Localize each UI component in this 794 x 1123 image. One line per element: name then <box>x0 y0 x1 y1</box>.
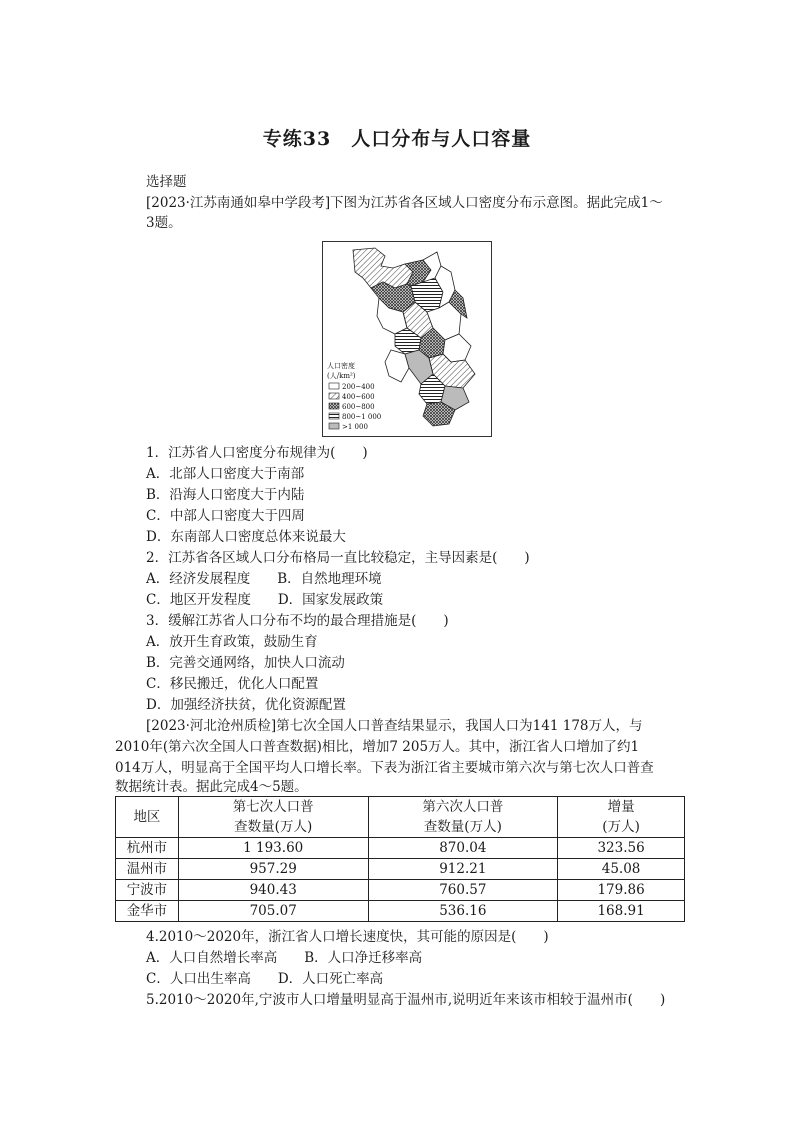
cell-sixth: 870.04 <box>368 838 558 859</box>
intro2-line4: 数据统计表。据此完成4～5题。 <box>115 779 308 795</box>
cell-region: 温州市 <box>116 859 179 880</box>
header-increment: 增量 (万人) <box>558 797 685 838</box>
header-region: 地区 <box>116 797 179 838</box>
table-row <box>116 901 685 922</box>
legend-item-5: >1 000 <box>342 423 368 431</box>
q4-options-ab: A．人口自然增长率高 B．人口净迁移率高 <box>146 950 423 966</box>
cell-region: 金华市 <box>116 901 179 922</box>
legend-item-4: 800~1 000 <box>342 413 382 421</box>
q1-stem: 1．江苏省人口密度分布规律为( ) <box>146 445 368 461</box>
q5-stem: 5.2010～2020年,宁波市人口增量明显高于温州市,说明近年来该市相较于温州市( ) <box>146 992 666 1008</box>
table-row <box>116 859 685 880</box>
q1-option-d: D．东南部人口密度总体来说最大 <box>146 529 346 545</box>
table-header-row <box>116 797 685 838</box>
q2-stem: 2．江苏省各区域人口分布格局一直比较稳定，主导因素是( ) <box>146 550 530 566</box>
jiangsu-map-graphic <box>323 242 491 436</box>
q3-stem: 3．缓解江苏省人口分布不均的最合理措施是( ) <box>146 613 449 629</box>
cell-seventh: 957.29 <box>178 859 368 880</box>
section-heading: 选择题 <box>146 174 187 190</box>
header-sixth-census: 第六次人口普 查数量(万人) <box>368 797 558 838</box>
cell-increment: 323.56 <box>558 838 685 859</box>
cell-sixth: 912.21 <box>368 859 558 880</box>
q1-option-b: B．沿海人口密度大于内陆 <box>146 487 305 503</box>
q3-option-a: A．放开生育政策，鼓励生育 <box>146 634 318 650</box>
census-table <box>115 796 685 922</box>
table-row <box>116 880 685 901</box>
q3-option-b: B．完善交通网络，加快人口流动 <box>146 655 345 671</box>
q1-option-c: C．中部人口密度大于四周 <box>146 508 305 524</box>
q3-option-c: C．移民搬迁，优化人口配置 <box>146 676 319 692</box>
legend-title: 人口密度 <box>327 362 355 370</box>
cell-seventh: 940.43 <box>178 880 368 901</box>
table-row <box>116 838 685 859</box>
intro2-line1: [2023·河北沧州质检]第七次全国人口普查结果显示，我国人口为141 178万人，与 <box>146 718 643 734</box>
cell-increment: 168.91 <box>558 901 685 922</box>
q2-options-ab: A．经济发展程度 B．自然地理环境 <box>146 571 382 587</box>
cell-region: 杭州市 <box>116 838 179 859</box>
cell-seventh: 705.07 <box>178 901 368 922</box>
intro1-line2: 3题。 <box>146 215 182 231</box>
cell-increment: 179.86 <box>558 880 685 901</box>
q1-option-a: A．北部人口密度大于南部 <box>146 466 305 482</box>
intro1-line1: [2023·江苏南通如皋中学段考]下图为江苏省各区域人口密度分布示意图。据此完成1～ <box>146 195 663 211</box>
cell-sixth: 536.16 <box>368 901 558 922</box>
intro2-line3: 014万人，明显高于全国平均人口增长率。下表为浙江省主要城市第六次与第七次人口普查 <box>115 760 654 776</box>
legend-unit: (人/km²) <box>327 372 356 380</box>
q2-options-cd: C．地区开发程度 D．国家发展政策 <box>146 592 384 608</box>
legend-item-2: 400~600 <box>342 393 375 401</box>
header-seventh-census: 第七次人口普 查数量(万人) <box>178 797 368 838</box>
cell-increment: 45.08 <box>558 859 685 880</box>
legend-item-1: 200~400 <box>342 383 375 391</box>
cell-region: 宁波市 <box>116 880 179 901</box>
q3-option-d: D．加强经济扶贫，优化资源配置 <box>146 697 346 713</box>
population-density-map <box>322 241 492 437</box>
cell-sixth: 760.57 <box>368 880 558 901</box>
q4-stem: 4.2010～2020年，浙江省人口增长速度快，其可能的原因是( ) <box>146 929 549 945</box>
cell-seventh: 1 193.60 <box>178 838 368 859</box>
intro2-line2: 2010年(第六次全国人口普查数据)相比，增加7 205万人。其中，浙江省人口增加了约1 <box>115 739 640 755</box>
q4-options-cd: C．人口出生率高 D．人口死亡率高 <box>146 971 384 987</box>
page-title: 专练33 人口分布与人口容量 <box>262 128 532 150</box>
legend-item-3: 600~800 <box>342 403 375 411</box>
